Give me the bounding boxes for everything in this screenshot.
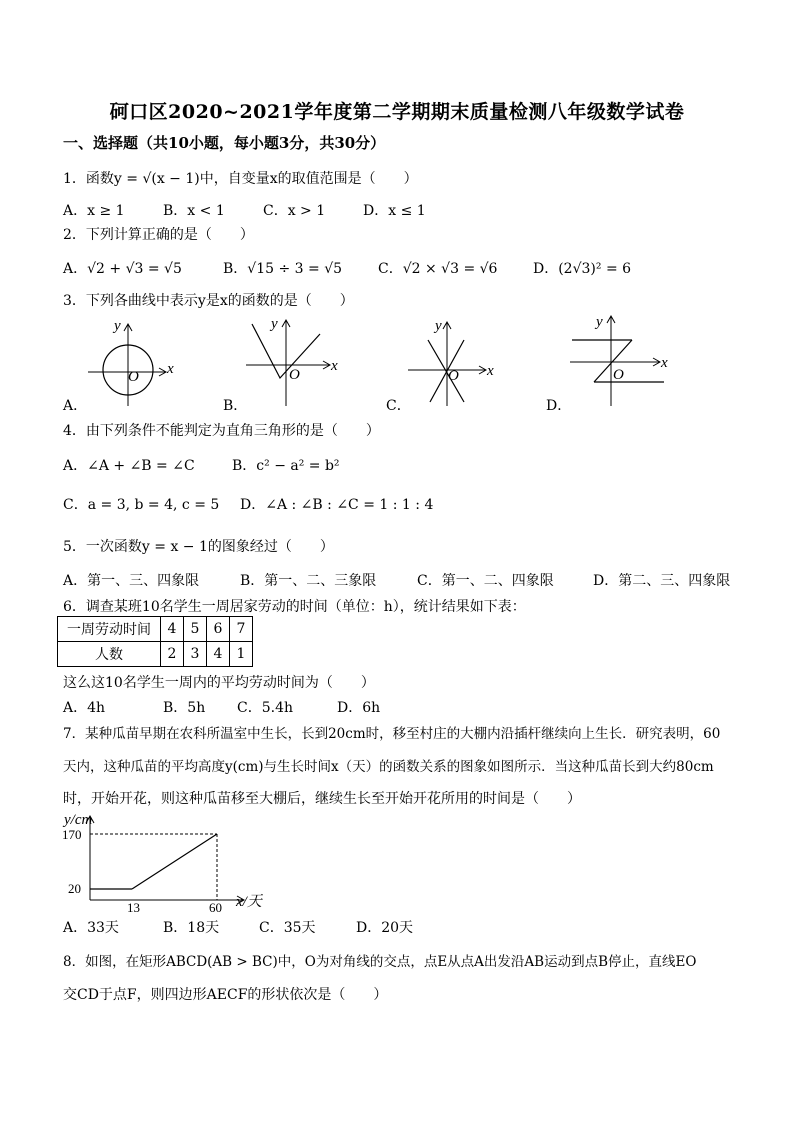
q6-option-c[interactable]: C．5.4h [237, 700, 293, 716]
q7-line-3: 时，开始开花，则这种瓜苗移至大棚后，继续生长至开始开花所用的时间是（ ） [63, 791, 581, 807]
table-cell: 5 [184, 617, 207, 642]
origin-label: O [128, 369, 139, 385]
q7-line-2: 天内，这种瓜苗的平均高度y(cm)与生长时间x（天）的函数关系的图象如图所示．当这种瓜苗长到大约80cm [63, 759, 714, 775]
origin-label: O [613, 367, 624, 383]
q6-option-a[interactable]: A．4h [63, 700, 106, 716]
axis-x-label: x [661, 355, 668, 371]
q3-option-c[interactable]: C． [386, 398, 411, 414]
tick-20: 20 [68, 881, 81, 896]
x-axis-label: x/天 [236, 894, 262, 910]
y-axis-label: y/cm [64, 812, 93, 828]
axis-x-label: x [487, 363, 494, 379]
table-header-count: 人数 [58, 642, 161, 667]
q5-stem: 5．一次函数y = x − 1的图象经过（ ） [63, 539, 334, 555]
q8-line-1: 8．如图，在矩形ABCD(AB > BC)中，O为对角线的交点，点E从点A出发沿AB运动到点B停止，直线EO [63, 954, 697, 970]
axis-x-label: x [331, 358, 338, 374]
table-cell: 3 [184, 642, 207, 667]
q3-option-b[interactable]: B． [223, 398, 248, 414]
q2-stem: 2．下列计算正确的是（ ） [63, 227, 254, 243]
q3-graph-c[interactable] [408, 318, 494, 406]
q5-option-c[interactable]: C．第一、二、四象限 [417, 573, 554, 589]
tick-13: 13 [127, 900, 140, 914]
table-cell: 6 [207, 617, 230, 642]
q4-stem: 4．由下列条件不能判定为直角三角形的是（ ） [63, 423, 380, 439]
q1-option-b[interactable]: B．x < 1 [163, 203, 225, 219]
q6-option-b[interactable]: B．5h [163, 700, 206, 716]
q5-option-a[interactable]: A．第一、三、四象限 [63, 573, 200, 589]
tick-60: 60 [209, 900, 222, 914]
q4-option-c[interactable]: C．a = 3, b = 4, c = 5 [63, 497, 220, 513]
q6-table [57, 616, 253, 667]
exam-title: 砢口区2020~2021学年度第二学期期末质量检测八年级数学试卷 [109, 101, 685, 123]
q2-option-a[interactable]: A．√2 + √3 = √5 [63, 261, 182, 277]
table-cell: 7 [230, 617, 253, 642]
q1-option-a[interactable]: A．x ≥ 1 [63, 203, 125, 219]
q6-question: 这么这10名学生一周内的平均劳动时间为（ ） [63, 675, 375, 691]
q3-graph-d[interactable] [570, 314, 668, 406]
axis-y-label: y [596, 314, 603, 330]
q2-option-b[interactable]: B．√15 ÷ 3 = √5 [223, 261, 343, 277]
section-heading: 一、选择题（共10小题，每小题3分，共30分） [63, 134, 386, 152]
q3-stem: 3．下列各曲线中表示y是x的函数的是（ ） [63, 293, 354, 309]
table-row [58, 617, 253, 642]
origin-label: O [448, 368, 459, 384]
q7-option-a[interactable]: A．33天 [63, 920, 119, 936]
q7-option-d[interactable]: D．20天 [356, 920, 414, 936]
q1-option-d[interactable]: D．x ≤ 1 [363, 203, 426, 219]
q4-option-a[interactable]: A．∠A + ∠B = ∠C [63, 458, 195, 474]
table-cell: 4 [161, 617, 184, 642]
q4-option-d[interactable]: D．∠A : ∠B : ∠C = 1 : 1 : 4 [240, 497, 434, 513]
q3-option-a[interactable]: A． [63, 398, 88, 414]
q7-option-c[interactable]: C．35天 [259, 920, 316, 936]
axis-y-label: y [114, 318, 121, 334]
q5-option-b[interactable]: B．第一、二、三象限 [240, 573, 377, 589]
q6-stem: 6．调查某班10名学生一周居家劳动的时间（单位：h），统计结果如下表： [63, 599, 526, 615]
q7-line-1: 7．某种瓜苗早期在农科所温室中生长，长到20cm时，移至村庄的大棚内沿插杆继续向上生长．研究表明，60 [63, 726, 721, 742]
axis-y-label: y [271, 316, 278, 332]
table-cell: 1 [230, 642, 253, 667]
q7-option-b[interactable]: B．18天 [163, 920, 220, 936]
q6-option-d[interactable]: D．6h [337, 700, 381, 716]
table-header-hours: 一周劳动时间 [58, 617, 161, 642]
q3-graph-a[interactable] [88, 318, 174, 406]
origin-label: O [289, 367, 300, 383]
q2-option-d[interactable]: D．(2√3)² = 6 [533, 261, 632, 277]
q2-option-c[interactable]: C．√2 × √3 = √6 [378, 261, 498, 277]
axis-x-label: x [167, 361, 174, 377]
q3-option-d[interactable]: D． [546, 398, 572, 414]
q7-graph [60, 808, 290, 914]
q1-option-c[interactable]: C．x > 1 [263, 203, 326, 219]
axis-y-label: y [435, 318, 442, 334]
q1-stem: 1．函数y = √(x − 1)中，自变量x的取值范围是（ ） [63, 171, 418, 187]
q3-graph-b[interactable] [246, 316, 338, 406]
table-cell: 4 [207, 642, 230, 667]
table-row [58, 642, 253, 667]
q5-option-d[interactable]: D．第二、三、四象限 [593, 573, 731, 589]
tick-170: 170 [62, 827, 82, 842]
q4-option-b[interactable]: B．c² − a² = b² [232, 458, 340, 474]
table-cell: 2 [161, 642, 184, 667]
q8-line-2: 交CD于点F，则四边形AECF的形状依次是（ ） [63, 987, 388, 1003]
segment-2 [132, 834, 217, 889]
